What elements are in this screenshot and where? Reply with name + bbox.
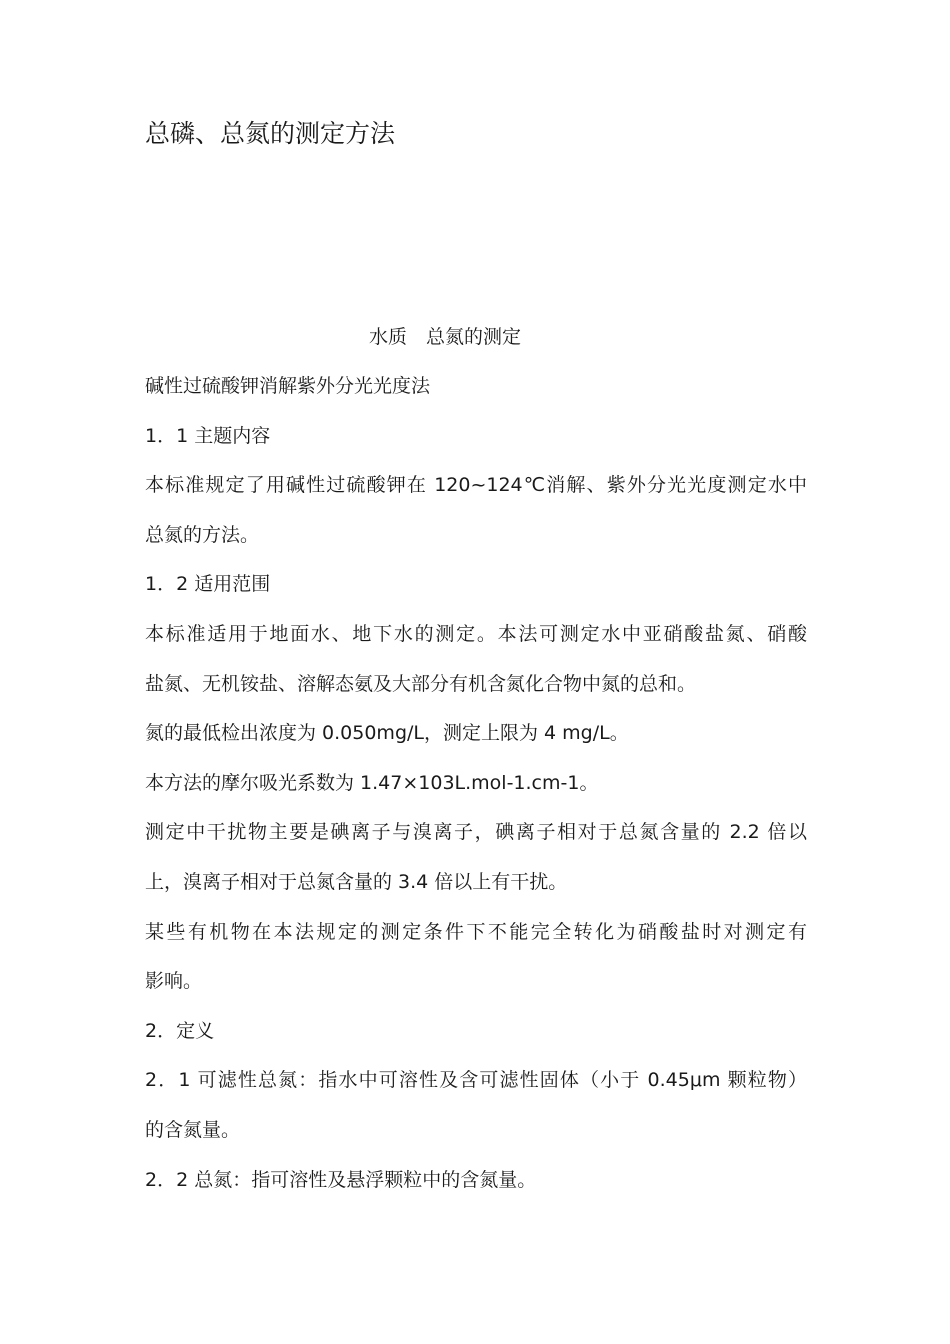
paragraph-line: 2．2 总氮：指可溶性及悬浮颗粒中的含氮量。 (145, 1168, 537, 1191)
paragraph-line: 测定中干扰物主要是碘离子与溴离子，碘离子相对于总氮含量的 2.2 倍以 (145, 821, 807, 844)
paragraph-line: 本标准适用于地面水、地下水的测定。本法可测定水中亚硝酸盐氮、硝酸 (145, 622, 807, 645)
paragraph-line: 盐氮、无机铵盐、溶解态氨及大部分有机含氮化合物中氮的总和。 (145, 672, 697, 695)
clause-heading: 1．2 适用范围 (145, 573, 271, 596)
paragraph-line: 影响。 (145, 970, 203, 993)
paragraph-line: 某些有机物在本法规定的测定条件下不能完全转化为硝酸盐时对测定有 (145, 920, 807, 943)
paragraph-line: 本方法的摩尔吸光系数为 1.47×103L.mol-1.cm-1。 (145, 771, 599, 794)
document-title: 总磷、总氮的测定方法 (145, 119, 396, 148)
method-name-line: 碱性过硫酸钾消解紫外分光光度法 (145, 375, 431, 397)
paragraph-line: 上，溴离子相对于总氮含量的 3.4 倍以上有干扰。 (145, 870, 568, 893)
paragraph-line: 的含氮量。 (145, 1118, 241, 1141)
section-heading: 水质 总氮的测定 (368, 326, 521, 348)
clause-heading: 1．1 主题内容 (145, 424, 271, 447)
paragraph-line: 本标准规定了用碱性过硫酸钾在 120~124℃消解、紫外分光光度测定水中 (145, 474, 807, 497)
document-body (145, 370, 807, 1213)
paragraph-line: 氮的最低检出浓度为 0.050mg/L，测定上限为 4 mg/L。 (145, 722, 629, 745)
paragraph-line: 2．1 可滤性总氮：指水中可溶性及含可滤性固体（小于 0.45μm 颗粒物） (145, 1069, 807, 1092)
paragraph-line: 总氮的方法。 (145, 523, 260, 546)
clause-heading: 2．定义 (145, 1019, 215, 1042)
